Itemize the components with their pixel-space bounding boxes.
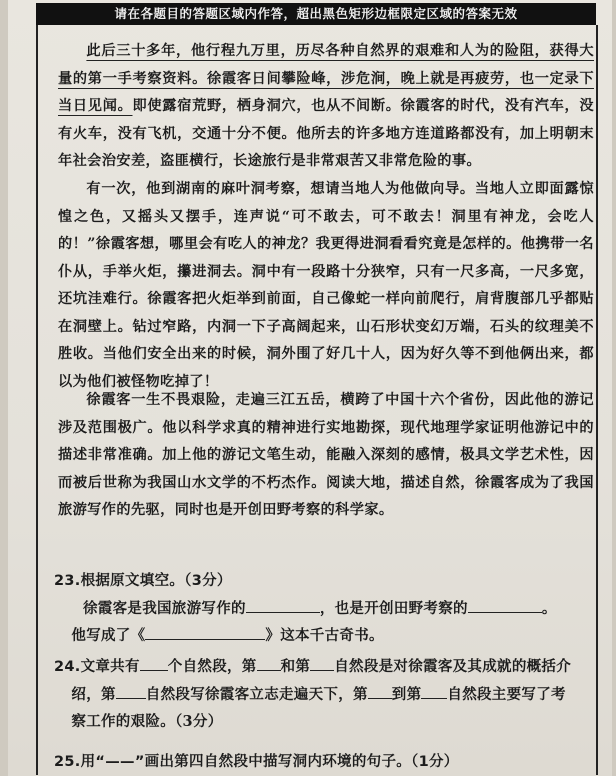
paragraph-5: 徐霞客一生不畏艰险，走遍三江五岳，横跨了中国十六个省份，因此他的游记涉及范围极广。他以科学求真的精神进行实地勘探，现代地理学家证明他游记中的描述非常准确。加上他的游记文笔生动，能融入深刻的感情，极具文学艺术性，因而被后世称为我国山水文学的不朽杰作。阅读大地，描述自然，徐霞客成为了我国旅游写作的先驱，同时也是开创田野考察的科学家。 — [58, 392, 594, 518]
question-23-title: 23.根据原文填空。（3分） — [54, 573, 232, 589]
underlined-sentence: 此后三十多年，他行程九万里，历尽各种自然界的艰难和人为的险阻，获得大量的第一手考察资料。徐霞客日间攀险峰，涉危涧，晚上就是再疲劳，也一定录下当日见闻。 — [58, 43, 594, 114]
question-24: 24.文章共有 个自然段，第 和第 自然段是对徐霞客及其成就的概括介 绍，第 自然段写徐霞客立志走遍天下，第 到第 自然段主要写了考 察工作的艰险。（3分） — [54, 653, 602, 735]
question-23 — [54, 567, 602, 649]
answer-blank-from[interactable] — [368, 682, 392, 699]
question-25-text: 25.用“——”画出第四自然段中描写洞内环境的句子。（1分） — [54, 754, 459, 770]
answer-blank-to[interactable] — [421, 682, 447, 699]
answer-area-notice: 请在各题目的答题区域内作答，超出黑色矩形边框限定区域的答案无效 — [36, 3, 596, 25]
answer-blank-resolve[interactable] — [116, 682, 146, 699]
question-24-line2: 绍，第 自然段写徐霞客立志走遍天下，第 到第 自然段主要写了考 — [54, 681, 602, 708]
answer-blank-scientist[interactable] — [468, 596, 542, 613]
answer-blank-summary-a[interactable] — [257, 654, 281, 671]
answer-blank-paragraph-count[interactable] — [140, 654, 168, 671]
answer-blank-book[interactable] — [145, 623, 265, 640]
answer-blank-summary-b[interactable] — [310, 654, 334, 671]
paragraph-4: 有一次，他到湖南的麻叶洞考察，想请当地人为他做向导。当地人立即面露惊惶之色，又摇头又摆手，连声说“可不敢去，可不敢去！洞里有神龙，会吃人的！”徐霞客想，哪里会有吃人的神龙？我更得进洞看看究竟是怎样的。他携带一名仆从，手举火炬，攥进洞去。洞中有一段路十分狭窄，只有一尺多高，一尺多宽，还坑洼难行。徐霞客把火炬举到前面，自己像蛇一样向前爬行，肩背腹部几乎都贴在洞壁上。钻过窄路，内洞一下子高阔起来，山石形状变幻万端，石头的纹理美不胜收。当他们安全出来的时候，洞外围了好几十人，因为好久等不到他俩出来，都以为他们被怪物吃掉了！ — [58, 181, 594, 390]
question-25 — [54, 748, 602, 776]
question-23-line2: 他写成了《 》这本千古奇书。 — [54, 622, 602, 649]
paragraph-3-rest: 即使露宿荒野，栖身洞穴，也从不间断。徐霞客的时代，没有汽车，没有火车，没有飞机，交通十分不便。他所去的许多地方连道路都没有，加上明朝末年社会治安差，盗匪横行，长途旅行是非常艰苦又非常危险的事。 — [58, 98, 594, 169]
answer-blank-pioneer[interactable] — [246, 596, 320, 613]
paragraph-3 — [58, 38, 594, 176]
question-24-line3: 察工作的艰险。（3分） — [71, 713, 223, 730]
question-23-line1: 徐霞客是我国旅游写作的 ，也是开创田野考察的 。 — [54, 595, 602, 622]
